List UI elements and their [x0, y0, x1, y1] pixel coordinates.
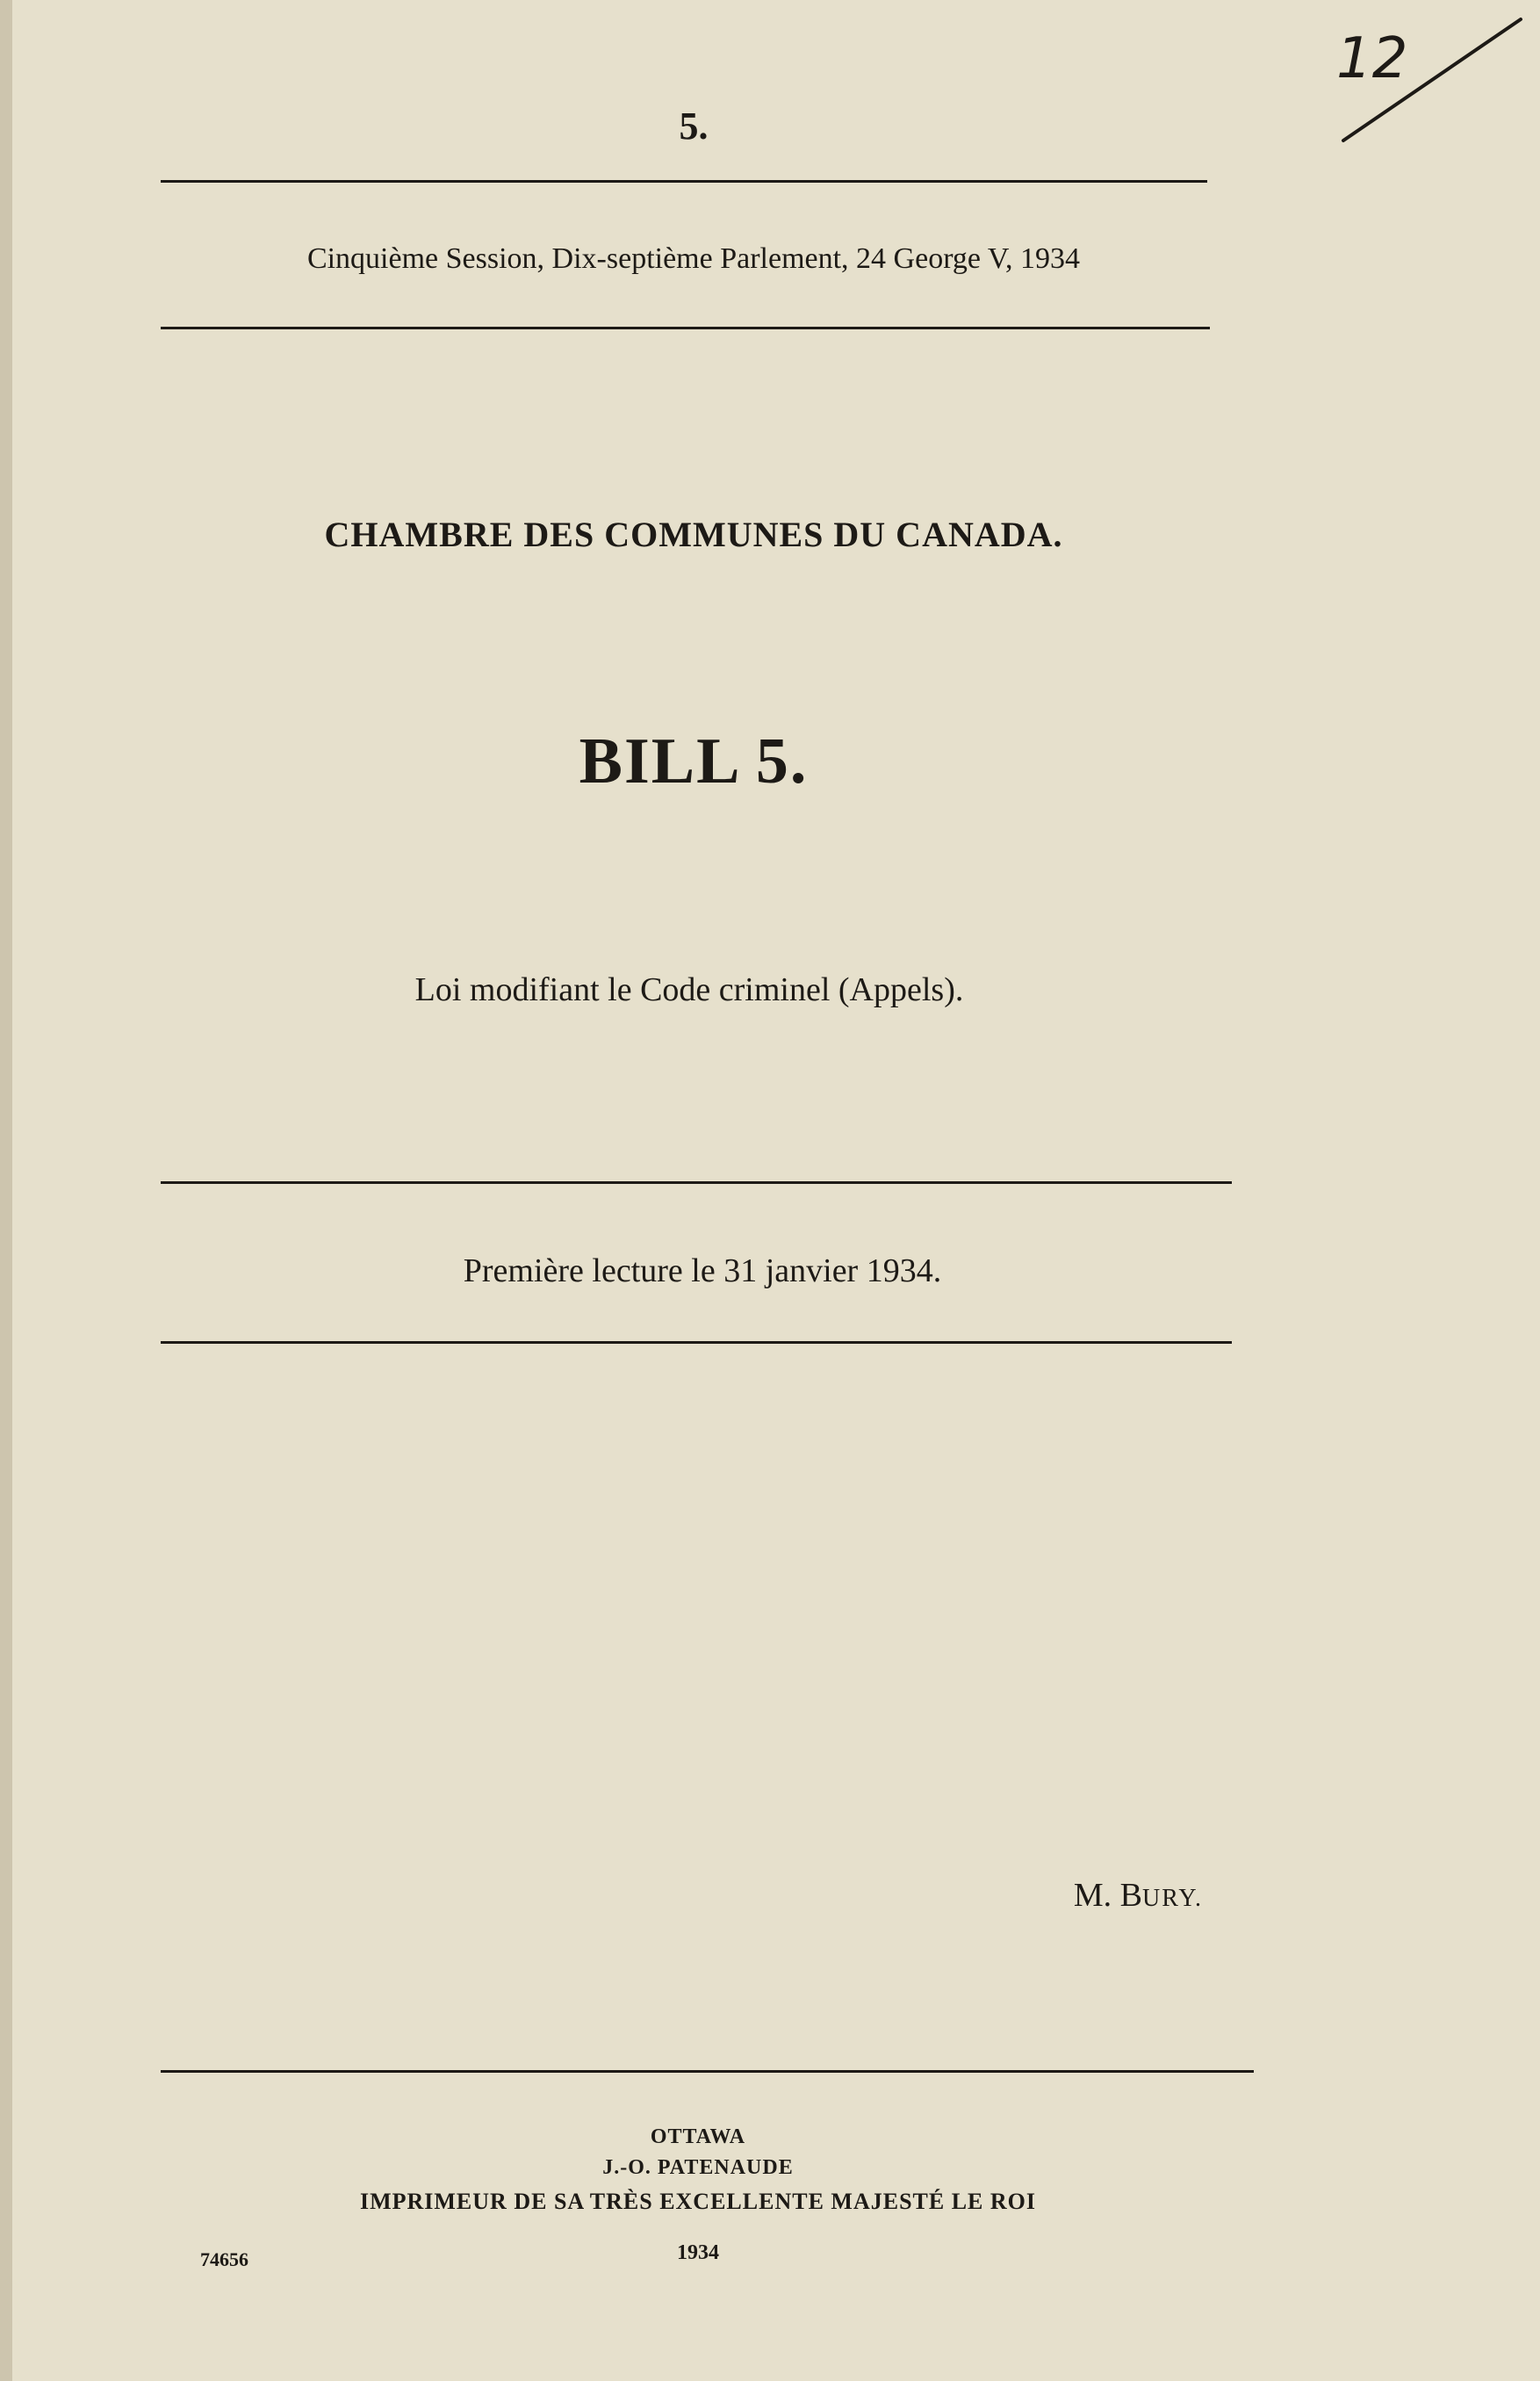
sponsor-name	[966, 1876, 1203, 1915]
session-rule	[161, 327, 1210, 329]
top-rule	[161, 180, 1207, 183]
session-line: Cinquième Session, Dix-septième Parlement, 24 George V, 1934	[306, 242, 1081, 275]
reading-rule	[161, 1341, 1232, 1344]
imprint-city: OTTAWA	[650, 2125, 746, 2148]
page-edge-shadow	[0, 0, 12, 2381]
bill-title: BILL 5.	[579, 725, 809, 797]
first-reading-date: Première lecture le 31 janvier 1934.	[463, 1252, 942, 1289]
handwritten-note	[1317, 9, 1540, 149]
catalog-number: 74656	[200, 2248, 248, 2270]
imprint-year: 1934	[677, 2241, 719, 2264]
page-number: 5.	[679, 105, 709, 148]
bill-subtitle: Loi modifiant le Code criminel (Appels).	[414, 971, 964, 1008]
sponsor-surname: URY.	[1142, 1885, 1203, 1912]
sponsor-initial: M. B	[1073, 1877, 1143, 1914]
imprint-rule	[161, 2070, 1254, 2073]
imprint-printer-title: IMPRIMEUR DE SA TRÈS EXCELLENTE MAJESTÉ LE ROI	[359, 2189, 1037, 2214]
handwritten-note-text: 12	[1336, 26, 1408, 91]
imprint-printer: J.-O. PATENAUDE	[602, 2156, 794, 2179]
middle-rule	[161, 1181, 1232, 1184]
house-title: CHAMBRE DES COMMUNES DU CANADA.	[324, 515, 1063, 554]
